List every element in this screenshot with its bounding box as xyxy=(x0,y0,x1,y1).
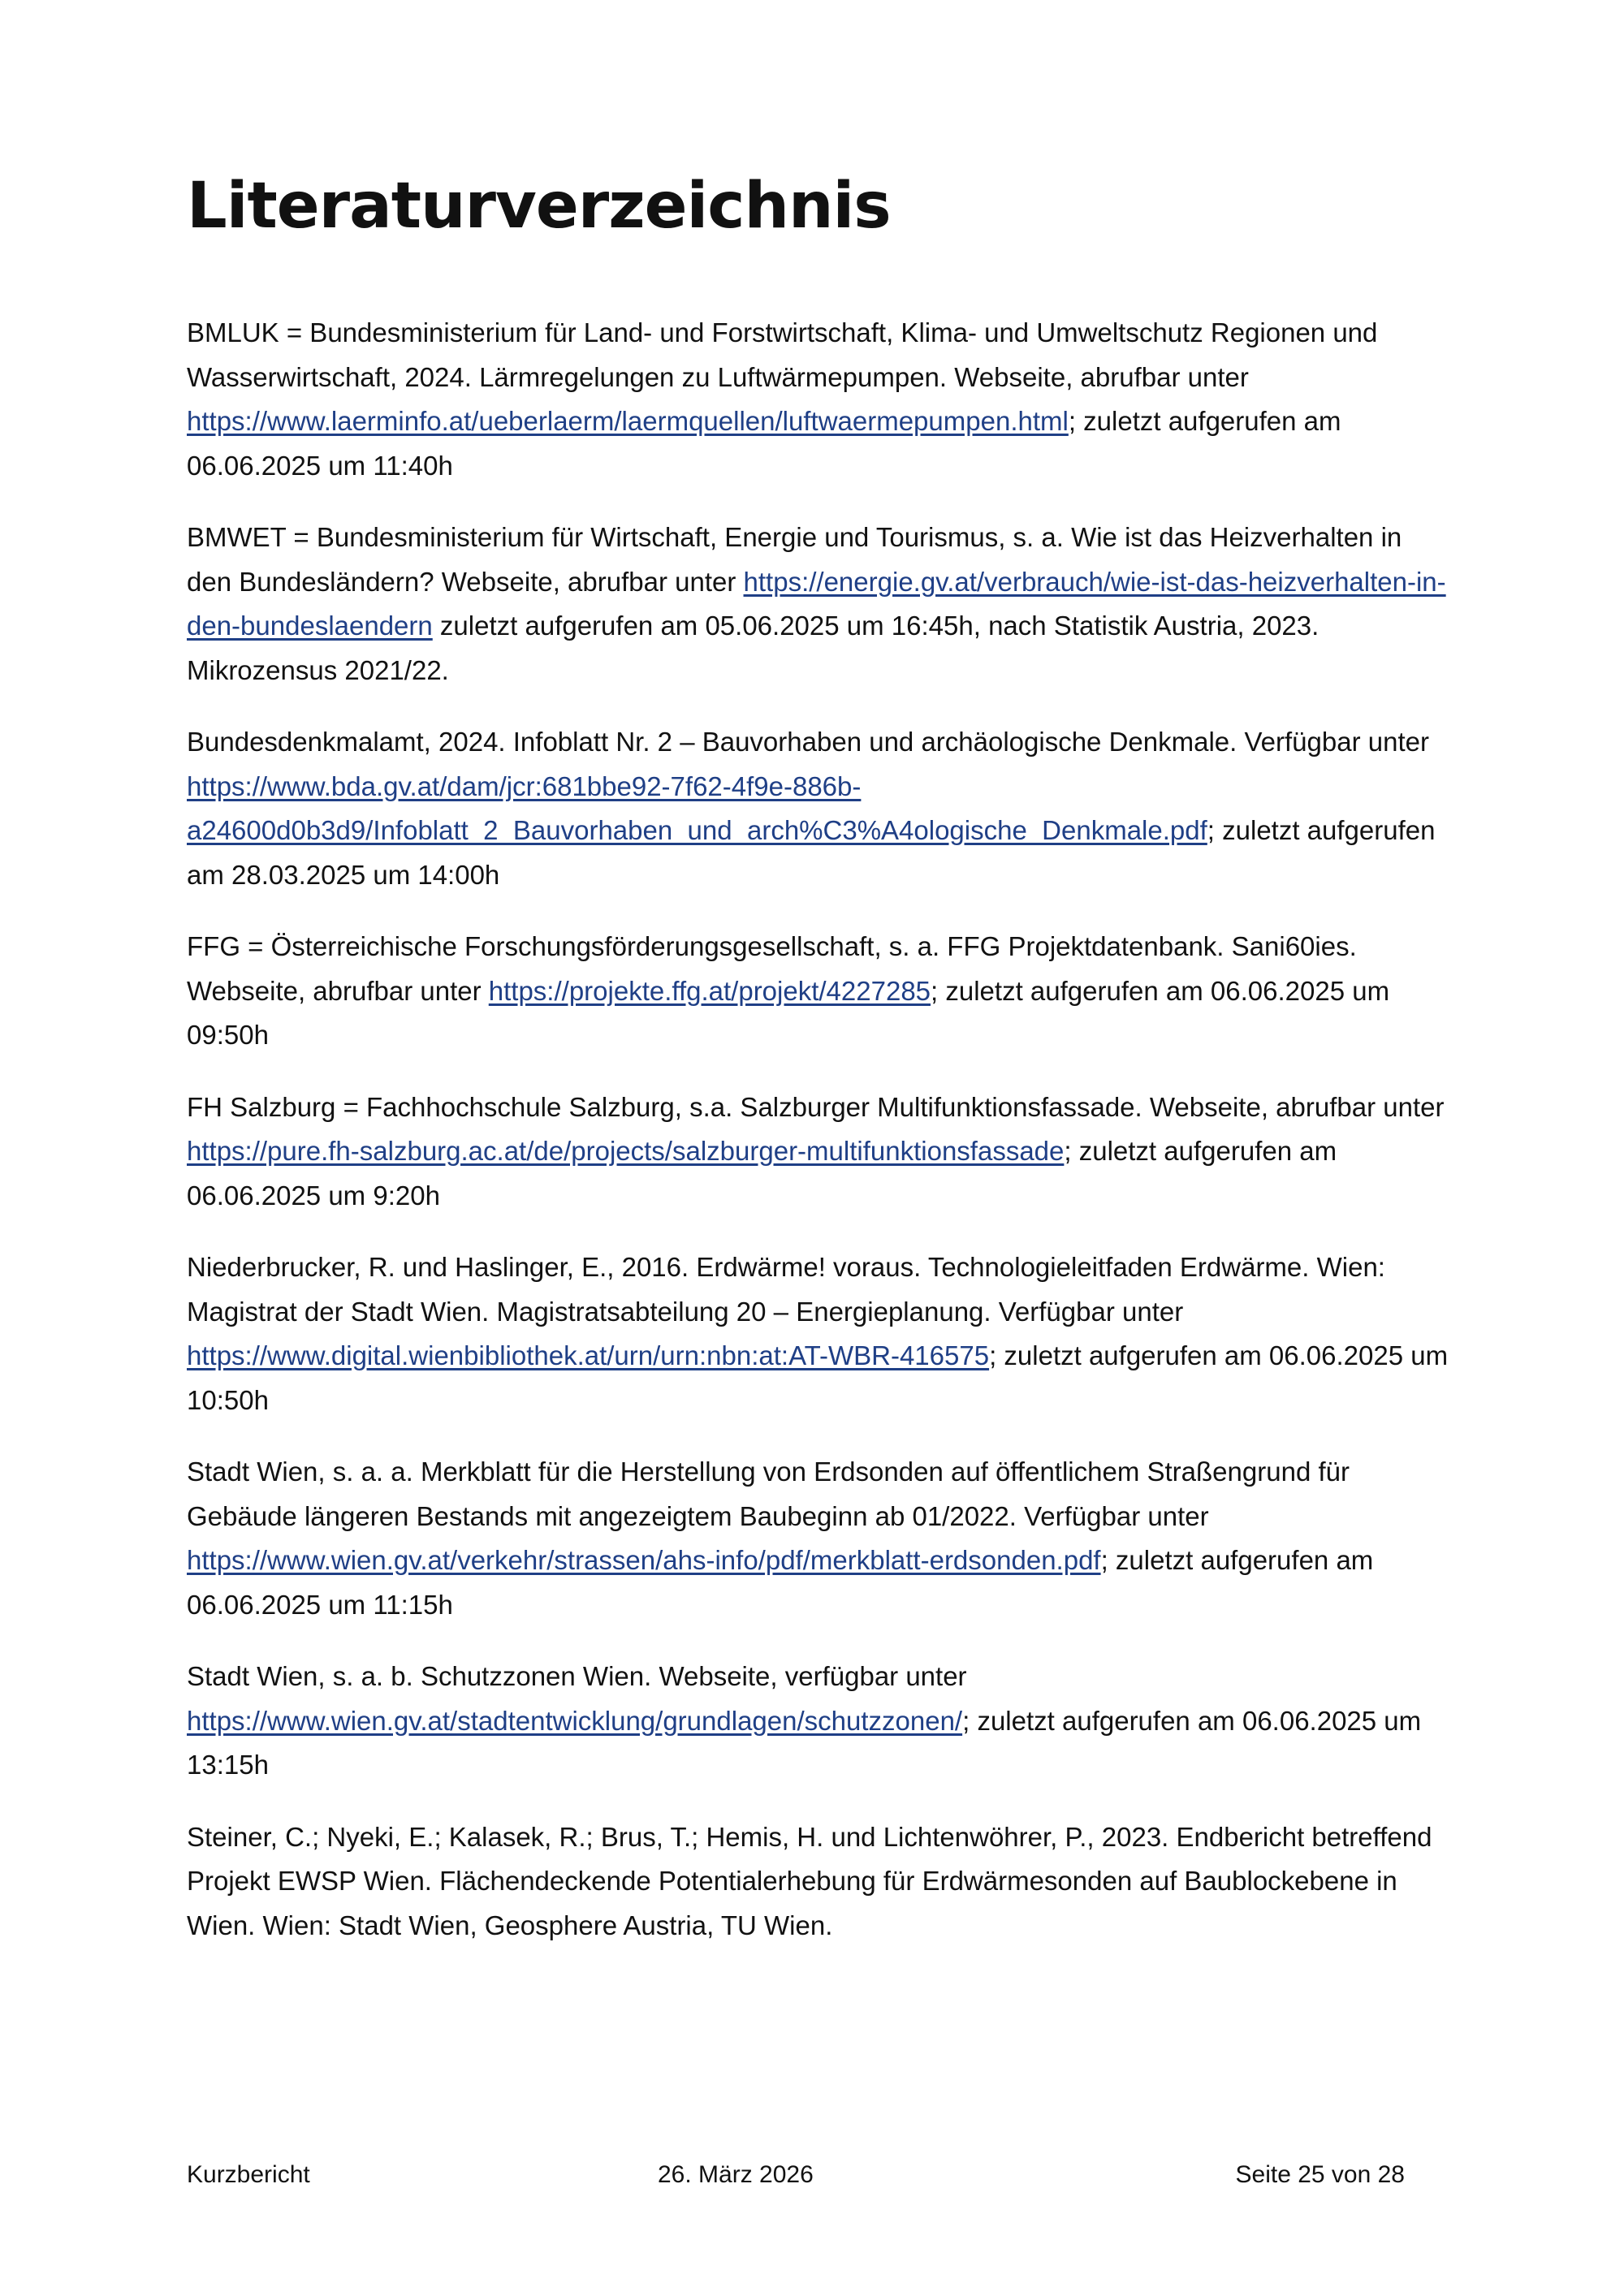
reference-text: Niederbrucker, R. und Haslinger, E., 2016. Erdwärme! voraus. Technologieleitfaden Erdwärme. Wien: Magistrat der Stadt Wien. Magistratsabteilung 20 – Energieplanung. Verfügbar unter xyxy=(187,1252,1385,1327)
reference-text: BMWET = Bundesministerium für Wirtschaft, Energie und Tourismus, s. a. Wie ist das Heizverhalten in den Bundesländern? Webseite, abrufbar unter xyxy=(187,522,1402,597)
reference-link[interactable]: https://energie.gv.at/verbrauch/wie-ist-das-heizverhalten-in-den-bundeslaendern xyxy=(187,566,1446,641)
reference-text: Stadt Wien, s. a. b. Schutzzonen Wien. Webseite, verfügbar unter xyxy=(187,1661,967,1691)
footer-page-number: Seite 25 von 28 xyxy=(1235,2161,1405,2188)
reference-text: FFG = Österreichische Forschungsförderungsgesellschaft, s. a. FFG Projektdatenbank. Sani60ies. Webseite, abrufbar unter xyxy=(187,931,1357,1006)
reference-item xyxy=(187,1450,1453,1627)
reference-link[interactable]: https://projekte.ffg.at/projekt/4227285 xyxy=(488,975,931,1006)
reference-item xyxy=(187,311,1453,488)
page-title: Literaturverzeichnis xyxy=(187,170,891,243)
footer-date: 26. März 2026 xyxy=(658,2161,814,2188)
reference-link[interactable]: https://www.digital.wienbibliothek.at/urn/urn:nbn:at:AT-WBR-416575 xyxy=(187,1340,990,1370)
reference-item xyxy=(187,1815,1453,1949)
footer-document-type: Kurzbericht xyxy=(187,2161,310,2188)
reference-text: ; zuletzt aufgerufen am 06.06.2025 um 10:50h xyxy=(187,1340,1449,1415)
reference-item xyxy=(187,1245,1453,1422)
reference-link[interactable]: https://www.wien.gv.at/stadtentwicklung/grundlagen/schutzzonen/ xyxy=(187,1705,963,1736)
reference-item xyxy=(187,1085,1453,1219)
reference-link[interactable]: https://www.bda.gv.at/dam/jcr:681bbe92-7f62-4f9e-886b-a24600d0b3d9/Infoblatt_2_Bauvorhaben_und_arch%C3%A4ologische_Denkmale.pdf xyxy=(187,770,1207,845)
reference-text: Bundesdenkmalamt, 2024. Infoblatt Nr. 2 – Bauvorhaben und archäologische Denkmale. Verfügbar unter xyxy=(187,727,1429,757)
reference-item xyxy=(187,925,1453,1058)
reference-link[interactable]: https://www.wien.gv.at/verkehr/strassen/ahs-info/pdf/merkblatt-erdsonden.pdf xyxy=(187,1545,1101,1575)
reference-text: Stadt Wien, s. a. a. Merkblatt für die Herstellung von Erdsonden auf öffentlichem Straßengrund für Gebäude längeren Bestands mit angezeigtem Baubeginn ab 01/2022. Verfügbar unter xyxy=(187,1457,1350,1531)
reference-text: FH Salzburg = Fachhochschule Salzburg, s.a. Salzburger Multifunktionsfassade. Webseite, abrufbar unter xyxy=(187,1091,1445,1122)
reference-list xyxy=(187,311,1453,1975)
reference-link[interactable]: https://pure.fh-salzburg.ac.at/de/projects/salzburger-multifunktionsfassade xyxy=(187,1136,1065,1166)
reference-text: BMLUK = Bundesministerium für Land- und Forstwirtschaft, Klima- und Umweltschutz Regionen und Wasserwirtschaft, 2024. Lärmregelungen zu Luftwärmepumpen. Webseite, abrufbar unter xyxy=(187,317,1378,392)
reference-item xyxy=(187,516,1453,693)
reference-text: ; zuletzt aufgerufen am 28.03.2025 um 14:00h xyxy=(187,815,1436,890)
reference-item xyxy=(187,720,1453,897)
page-footer xyxy=(187,2161,1405,2194)
reference-text: Steiner, C.; Nyeki, E.; Kalasek, R.; Brus, T.; Hemis, H. und Lichtenwöhrer, P., 2023. Endbericht betreffend Projekt EWSP Wien. Flächendeckende Potentialerhebung für Erdwärmesonden auf Baublockebene in Wien. Wien: Stadt Wien, Geosphere Austria, TU Wien. xyxy=(187,1821,1432,1940)
reference-text: ; zuletzt aufgerufen am 06.06.2025 um 09:50h xyxy=(187,975,1390,1050)
reference-text: ; zuletzt aufgerufen am 06.06.2025 um 11:40h xyxy=(187,406,1341,481)
reference-text: ; zuletzt aufgerufen am 06.06.2025 um 9:20h xyxy=(187,1136,1337,1211)
reference-text: ; zuletzt aufgerufen am 06.06.2025 um 13:15h xyxy=(187,1705,1422,1780)
reference-text: ; zuletzt aufgerufen am 06.06.2025 um 11:15h xyxy=(187,1545,1374,1620)
reference-item xyxy=(187,1655,1453,1788)
reference-link[interactable]: https://www.laerminfo.at/ueberlaerm/laermquellen/luftwaermepumpen.html xyxy=(187,406,1069,436)
reference-text: zuletzt aufgerufen am 05.06.2025 um 16:45h, nach Statistik Austria, 2023. Mikrozensus 2021/22. xyxy=(187,611,1320,685)
